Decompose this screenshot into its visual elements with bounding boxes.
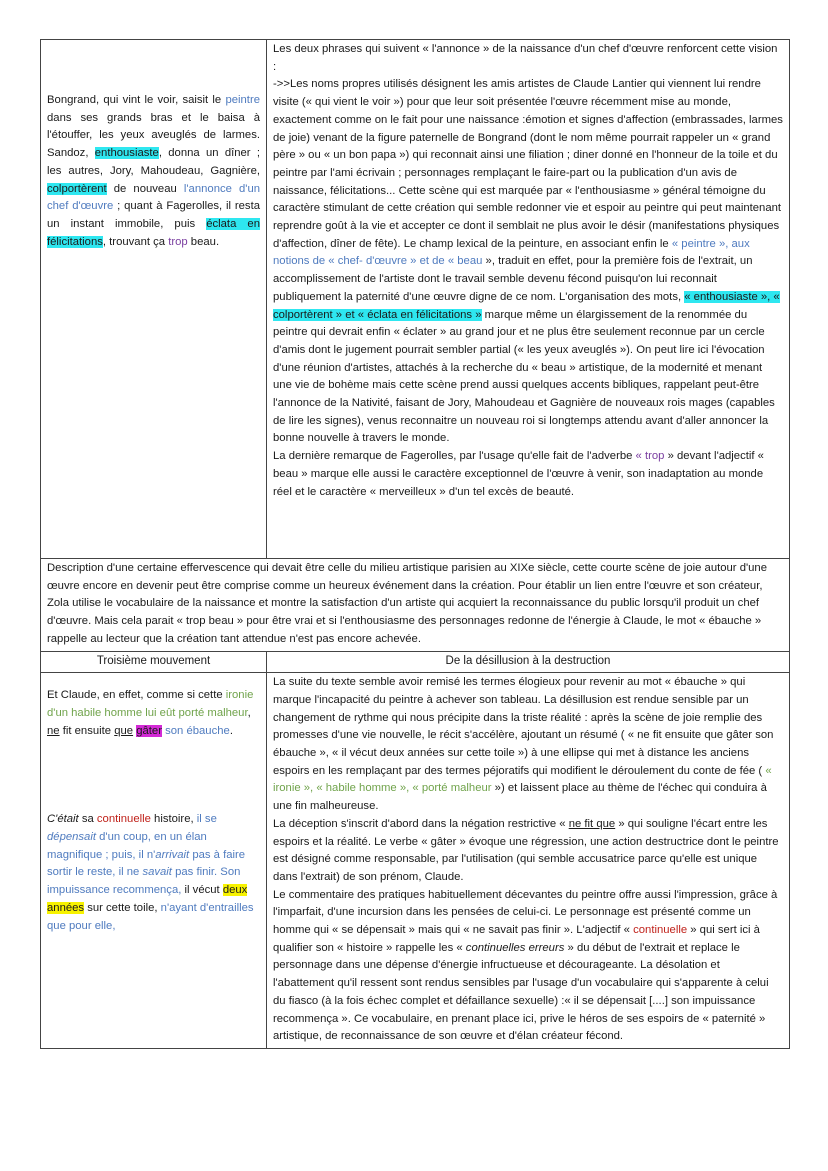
quote-cell — [41, 40, 267, 559]
quote-ebauche: son ébauche — [165, 724, 230, 737]
quote-savait: savait — [142, 866, 172, 879]
commentary-paragraph — [273, 41, 783, 76]
quote-text: de nouveau — [106, 182, 184, 195]
commentary-green: « ironie », « habile homme », « porté malheur — [273, 764, 772, 795]
table-row — [41, 40, 790, 559]
commentary-text: », traduit en effet, pour la première fois de l'extrait, un accomplissement de l'artiste dont le travail semble devenu fécond puisqu'on lui reconnait publiquement la paternité d'une œuvre digne de ce nom. L'organisation des mots, — [273, 255, 753, 303]
quote-text: , trouvant ça — [102, 235, 169, 248]
quote-text: , donna un dîner ; les autres, Jory, Mahoudeau, Gagnière, — [47, 147, 261, 177]
quote-blue: n'ayant d'entrailles que pour elle, — [47, 901, 254, 932]
commentary-cell — [267, 40, 790, 559]
commentary-text: marque même un élargissement de la renommée du peintre qui devrait enfin « éclater » au grand jour et ne plus être seulement reconnue par un cercle d'amis dont le jugement pourrait sembler partial (« les yeux aveuglés »). On peut lire ici l'évocation d'une réunion d'artistes, attachés à la recherche du « beau » artistique, de la modernité et menant une vie de bohème mais cette scène prend aussi quelques accents bibliques, rappelant peut-être l'annonce de la Nativité, faisant de Jory, Mahoudeau et Gagnière de nouveaux rois mages (capables de lire les signes), venus reconnaitre un nouveau roi si longtemps attendu avant d'aller annoncer la bonne nouvelle à travers le monde. — [273, 308, 775, 445]
quote-paragraph — [47, 811, 260, 935]
commentary-text: ->>Les noms propres utilisés désignent les amis artistes de Claude Lantier qui viennent lui rendre visite (« qui vient le voir ») pour que leur soit présentée l'œuvre récemment mise au monde, exactement comme on le fait pour une naissance :émotion et signes d'affection (embrassades, larmes de joie) venant de la figure paternelle de Bongrand (dont le nom même pourrait rappeler un « grand père » ou « un bon papa ») qui reconnait ainsi une filiation ; diner donné en l'honneur de la toile et du peintre par l'ami écrivain ; personnages remplaçant le faire-part ou la publication d'un avis de naissance, félicitations... Cette scène qui est marquée par « l'enthousiasme » général témoigne du caractère stimulant de cette création qui semble redonner vie et espoir au peintre qui peut maintenant reprendre goût à la vie et accepter ce dont il semblait ne plus avoir le désir (manifestations physiques d'affection, dîner de fête). Le champ lexical de la peinture, en associant enfin le — [273, 78, 783, 250]
commentary-text: » qui sert ici à qualifier son « histoire » rappelle les « — [273, 924, 760, 954]
commentary-text: ») et laissent place au thème de l'échec qui conduira à une fin malheureuse. — [273, 782, 767, 813]
highlight-gater: gâter — [136, 724, 162, 737]
commentary-italic: continuelles erreurs — [465, 941, 565, 954]
commentary-paragraph — [273, 448, 783, 501]
commentary-paragraph — [273, 887, 783, 1046]
analysis-table — [40, 39, 790, 1049]
quote-blue: il se — [196, 813, 217, 826]
quote-text: sa — [78, 813, 97, 826]
quote-text: , — [247, 706, 251, 719]
quote-text: Bongrand, qui vint le voir, saisit le — [47, 94, 226, 106]
table-row — [41, 673, 790, 1049]
summary-text: Description d'une certaine effervescence qui devait être celle du milieu artistique parisien au XIXe siècle, cette courte scène de joie autour d'une œuvre encore en devenir peut être comprise comme un heureux événement dans la création. Pour établir un lien entre l'œuvre et son créateur, Zola utilise le vocabulaire de la naissance et montre la satisfaction d'un artiste qui acquiert la reconnaissance du public lorsqu'il produit un chef d'œuvre. Mais cela parait « trop beau » pour être vrai et si l'enthousiasme des personnages redonne de l'énergie à Claude, le mot « ébauche » rappelle au lecteur que la création tant attendue n'est pas encore achevée. — [47, 562, 767, 645]
quote-text: C' — [47, 813, 58, 826]
commentary-underlined: ne fit que — [568, 817, 616, 830]
table-header-row — [41, 651, 790, 673]
quote-blue: d'un coup, en un élan magnifique ; puis, il n' — [47, 831, 207, 861]
quote-ne: ne — [47, 724, 60, 737]
commentary-text: La suite du texte semble avoir remisé les termes élogieux pour revenir au mot « ébauche » qui marque l'incapacité du peintre à achever son tableau. La désillusion est rendue sensible par un changement de rythme qui nous précipite dans la triste réalité : après la scène de joie remplie des promesses d'une vie nouvelle, le récit s'accélère, ajoutant un résumé ( « ne fit ensuite que gâter son ébauche », « il vécut deux années sur cette toile ») à une ellipse qui met à distance les anciens espoirs en les remplaçant par des termes péjoratifs qui modifient le déroulement du conte de fée ( — [273, 676, 774, 777]
quote-text: il vécut — [181, 884, 223, 897]
highlight-enthousiaste: enthousiaste — [94, 147, 159, 160]
quote-text: Et Claude, en effet, comme si cette — [47, 689, 226, 702]
quote-text: histoire, — [150, 813, 197, 826]
commentary-text: » du début de l'extrait et replace le personnage dans une dépense d'énergie infructueuse et décourageante. La désolation et l'abattement qu'il ressent sont rendus sensibles par l'usage d'un vocabulaire qui s'apparente à celui du fiasco (à la fois échec complet et défaillance sexuelle) :« il se dépensait [....] son impuissance recommença ». Ce vocabulaire, en prenant place ici, prive le héros de ses espoirs de « paternité » artistique, de reconnaissance de son œuvre et d'élan créateur fécond. — [273, 941, 769, 1043]
quote-continuelle: continuelle — [96, 813, 151, 826]
commentary-paragraph — [273, 674, 783, 816]
quote-text: beau. — [187, 235, 220, 248]
highlight-deux-annees: deux années — [47, 884, 248, 914]
quote-text: sur cette toile, — [84, 901, 161, 914]
commentary-paragraph — [273, 816, 783, 887]
quote-peintre: peintre — [225, 94, 260, 106]
quote-cell — [41, 673, 267, 1049]
summary-cell — [41, 559, 790, 652]
quote-arrivait: arrivait — [155, 848, 190, 861]
quote-text: ; quant à Fagerolles, il resta un instant immobile, puis — [47, 200, 261, 230]
commentary-text: Le commentaire des pratiques habituellement décevantes du peintre offre aussi l'impression, grâce à l'imparfait, d'une incursion dans les pensées de celui-ci. Le personnage est présenté comme un homme qui « se dépensait » mais qui « ne savait pas finir ». L'adjectif « — [273, 888, 778, 937]
quote-etait: était — [57, 813, 79, 826]
commentary-text: Les deux phrases qui suivent « l'annonce » de la naissance d'un chef d'œuvre renforcent cette vision : — [273, 43, 778, 73]
quote-trop: trop — [168, 235, 188, 248]
highlight-eclata: éclata en félicitations — [47, 217, 260, 248]
quote-depensait: dépensait — [47, 831, 96, 844]
commentary-text: La dernière remarque de Fagerolles, par l'usage qu'elle fait de l'adverbe — [273, 450, 636, 463]
quote-blue: pas finir. Son impuissance recommença, — [47, 866, 241, 897]
commentary-text: » devant l'adjectif « beau » marque elle aussi le caractère exceptionnel de l'œuvre à venir, son inadaptation au monde réel et le caractère « merveilleux » d'un tel excès de beauté. — [273, 450, 764, 498]
commentary-paragraph — [273, 76, 783, 448]
commentary-cell — [267, 673, 790, 1049]
commentary-text: » qui souligne l'écart entre les espoirs et la réalité. Le verbe « gâter » évoque une régression, une action destructrice dont le peintre est désigné comme responsable, par l'utilisation (qui semble accusatrice parce qu'elle est unique dans l'extrait) de son prénom, Claude. — [273, 817, 779, 883]
quote-que: que — [114, 724, 134, 737]
quote-blue: pas à faire sortir le reste, il ne — [47, 848, 246, 879]
commentary-purple: « trop — [635, 450, 665, 463]
highlight-colporterent: colportèrent — [47, 182, 107, 195]
commentary-highlight: « enthousiaste », « colportèrent » et « éclata en félicitations » — [273, 290, 780, 321]
header-left: Troisième mouvement — [41, 651, 267, 673]
header-right: De la désillusion à la destruction — [267, 651, 790, 673]
quote-annonce: l'annonce d'un chef d'œuvre — [47, 182, 261, 213]
table-row — [41, 559, 790, 652]
quote-ironie: ironie d'un habile homme lui eût porté malheur — [47, 689, 254, 719]
quote-paragraph — [47, 687, 260, 740]
spacer — [47, 740, 260, 811]
quote-text: fit ensuite — [59, 724, 115, 737]
quote-text: . — [229, 724, 233, 737]
quote-text: dans ses grands bras et le baisa à l'étouffer, les yeux aveuglés de larmes. Sandoz, — [47, 111, 260, 160]
commentary-blue: « peintre », aux notions de « chef- d'œuvre » et de « beau — [273, 237, 750, 268]
commentary-red: continuelle — [633, 924, 688, 937]
commentary-text: La déception s'inscrit d'abord dans la négation restrictive « — [273, 817, 569, 830]
